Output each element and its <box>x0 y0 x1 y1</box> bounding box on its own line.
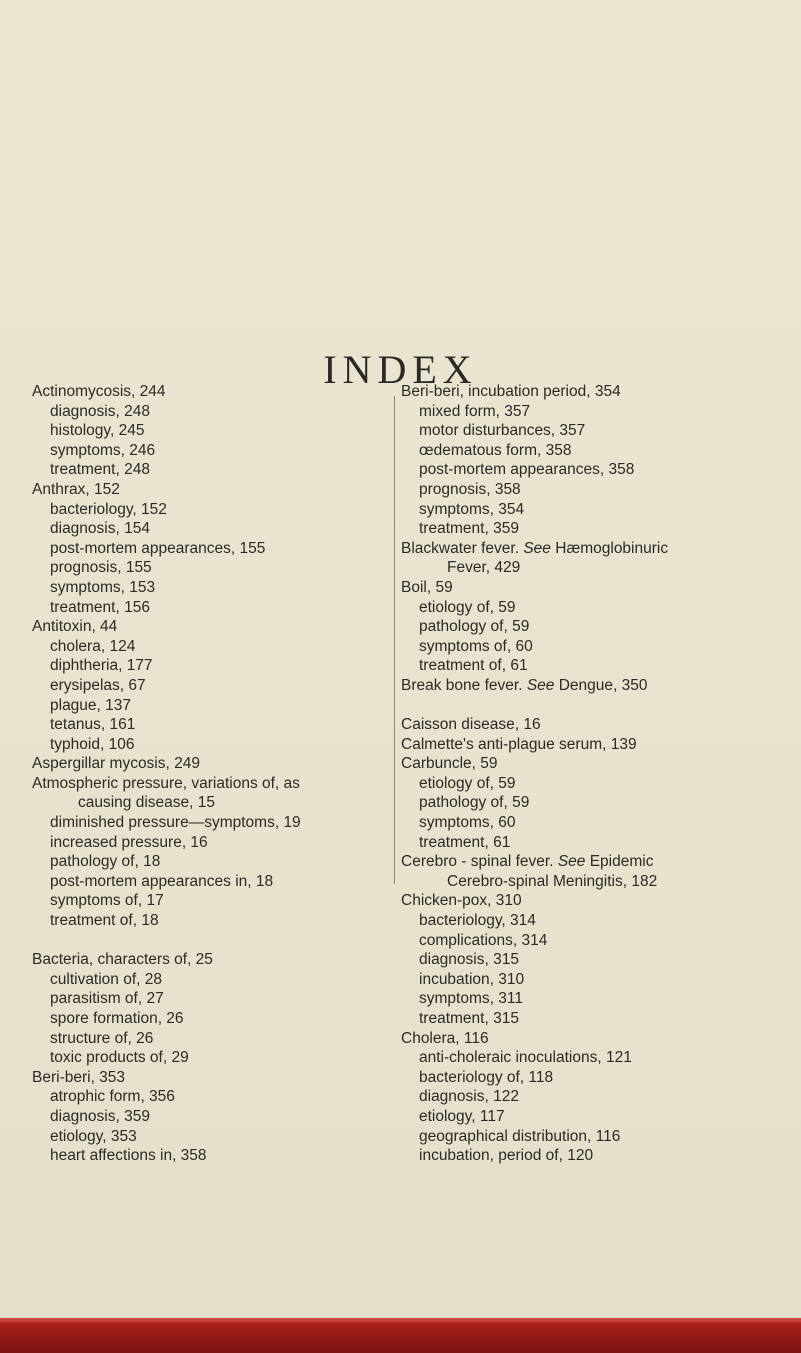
entry-text: diagnosis, 154 <box>50 520 150 538</box>
index-entry <box>32 774 372 794</box>
entry-text: bacteriology, 314 <box>419 912 536 930</box>
index-subentry <box>32 1107 372 1127</box>
entry-text: bacteriology, 152 <box>50 500 167 518</box>
page-title: INDEX <box>323 347 478 392</box>
index-subentry <box>401 441 791 461</box>
entry-text: Beri-beri, 353 <box>32 1068 126 1086</box>
index-entry <box>401 578 791 598</box>
index-column-right <box>401 382 791 1166</box>
entry-text: Caisson disease, 16 <box>401 716 541 734</box>
entry-text: diagnosis, 248 <box>50 402 150 420</box>
index-subentry <box>32 696 372 716</box>
index-subentry <box>32 402 372 422</box>
entry-text: incubation, period of, 120 <box>419 1147 594 1165</box>
index-subentry <box>32 460 372 480</box>
entry-text: treatment of, 61 <box>419 657 528 675</box>
entry-text: geographical distribution, 116 <box>419 1127 621 1145</box>
index-subentry <box>401 833 791 853</box>
index-subentry <box>32 1029 372 1049</box>
index-subentry <box>401 637 791 657</box>
column-divider <box>394 396 395 884</box>
index-entry <box>401 382 791 402</box>
see-reference: See <box>526 676 555 694</box>
index-entry <box>32 1068 372 1088</box>
index-subentry <box>401 558 791 578</box>
index-subentry <box>32 970 372 990</box>
entry-text: toxic products of, 29 <box>50 1049 189 1067</box>
entry-text: symptoms, 311 <box>419 990 523 1008</box>
entry-text: prognosis, 155 <box>50 559 152 577</box>
entry-text: Chicken-pox, 310 <box>401 892 522 910</box>
entry-text: Antitoxin, 44 <box>32 618 118 636</box>
entry-text: symptoms, 354 <box>419 500 525 518</box>
entry-text: pathology of, 18 <box>50 853 161 871</box>
entry-text: increased pressure, 16 <box>50 833 208 851</box>
index-subentry <box>32 1009 372 1029</box>
index-subentry <box>401 617 791 637</box>
index-subentry <box>401 872 791 892</box>
entry-text: spore formation, 26 <box>50 1010 184 1027</box>
index-subentry <box>401 1087 791 1107</box>
index-subentry <box>401 402 791 422</box>
entry-text: prognosis, 358 <box>419 480 521 498</box>
entry-text: parasitism of, 27 <box>50 990 164 1008</box>
index-subentry <box>401 460 791 480</box>
entry-text: anti-choleraic inoculations, 121 <box>419 1049 632 1067</box>
index-subentry <box>401 598 791 618</box>
index-entry <box>401 1029 791 1049</box>
index-subentry <box>32 735 372 755</box>
index-subentry <box>401 500 791 520</box>
entry-text: treatment, 61 <box>419 833 511 851</box>
index-entry <box>401 735 791 755</box>
index-entry <box>401 852 791 872</box>
see-target: Dengue, 350 <box>554 676 648 694</box>
index-subentry <box>32 1146 372 1166</box>
index-subentry <box>32 421 372 441</box>
index-subentry <box>401 1009 791 1029</box>
index-subentry <box>32 833 372 853</box>
index-subentry <box>32 598 372 618</box>
see-target: Epidemic <box>585 853 654 871</box>
entry-text: typhoid, 106 <box>50 735 135 753</box>
entry-text: Bacteria, characters of, 25 <box>32 951 213 969</box>
entry-text: diphtheria, 177 <box>50 657 153 675</box>
entry-text: etiology, 353 <box>50 1127 137 1145</box>
entry-text: plague, 137 <box>50 696 132 714</box>
index-subentry <box>32 578 372 598</box>
index-subentry <box>401 421 791 441</box>
index-subentry <box>32 1127 372 1147</box>
index-subentry <box>32 539 372 559</box>
entry-text: treatment of, 18 <box>50 912 159 930</box>
index-subentry <box>32 558 372 578</box>
entry-text: Cholera, 116 <box>401 1029 489 1047</box>
entry-text: symptoms, 246 <box>50 441 156 459</box>
index-subentry <box>401 970 791 990</box>
index-entry <box>401 754 791 774</box>
entry-text: incubation, 310 <box>419 970 525 988</box>
index-entry <box>401 715 791 735</box>
entry-text: Cerebro - spinal fever. <box>401 853 554 871</box>
entry-text: cholera, 124 <box>50 637 136 655</box>
index-subentry <box>401 989 791 1009</box>
index-subentry <box>32 989 372 1009</box>
index-subentry <box>401 480 791 500</box>
index-subentry <box>32 441 372 461</box>
index-subentry <box>401 793 791 813</box>
entry-text: treatment, 315 <box>419 1010 519 1027</box>
entry-text: structure of, 26 <box>50 1029 154 1047</box>
entry-text: diagnosis, 315 <box>419 951 519 969</box>
entry-text: diminished pressure—symptoms, 19 <box>50 814 301 832</box>
entry-text: etiology of, 59 <box>419 598 516 616</box>
entry-text: treatment, 248 <box>50 461 150 479</box>
index-subentry <box>401 950 791 970</box>
entry-text: Cerebro-spinal Meningitis, 182 <box>447 872 658 890</box>
entry-text: œdematous form, 358 <box>419 441 572 459</box>
entry-text: Beri-beri, incubation period, 354 <box>401 383 621 400</box>
entry-text: cultivation of, 28 <box>50 970 163 988</box>
index-subentry <box>32 1087 372 1107</box>
entry-text: post-mortem appearances, 358 <box>419 461 635 479</box>
index-subentry <box>32 676 372 696</box>
index-subentry <box>32 500 372 520</box>
index-subentry <box>32 1048 372 1068</box>
see-reference: See <box>557 853 586 871</box>
entry-text: etiology, 117 <box>419 1107 505 1125</box>
entry-text: Anthrax, 152 <box>32 480 120 498</box>
index-entry <box>32 480 372 500</box>
page-bottom-edge <box>0 1318 801 1353</box>
index-subentry <box>32 813 372 833</box>
index-subentry <box>401 1048 791 1068</box>
entry-text: complications, 314 <box>419 931 548 949</box>
index-subentry <box>401 774 791 794</box>
entry-text: post-mortem appearances, 155 <box>50 539 266 557</box>
entry-text: symptoms of, 60 <box>419 637 533 655</box>
index-subentry <box>401 1068 791 1088</box>
index-entry <box>32 950 372 970</box>
entry-text: motor disturbances, 357 <box>419 422 586 440</box>
entry-text: Atmospheric pressure, variations of, as <box>32 774 300 792</box>
index-entry <box>401 676 791 696</box>
index-subentry <box>32 793 372 813</box>
entry-text: mixed form, 357 <box>419 402 531 420</box>
entry-text: Fever, 429 <box>447 559 521 577</box>
index-entry <box>32 617 372 637</box>
index-entry <box>32 754 372 774</box>
entry-text: Aspergillar mycosis, 249 <box>32 755 200 773</box>
index-subentry <box>401 931 791 951</box>
entry-text: causing disease, 15 <box>78 794 216 812</box>
entry-text: treatment, 359 <box>419 520 519 538</box>
index-subentry <box>401 1127 791 1147</box>
index-subentry <box>32 911 372 931</box>
entry-text: Blackwater fever. <box>401 539 520 557</box>
index-subentry <box>32 872 372 892</box>
entry-text: Carbuncle, 59 <box>401 755 498 773</box>
entry-text: pathology of, 59 <box>419 794 530 812</box>
index-subentry <box>32 656 372 676</box>
index-subentry <box>32 715 372 735</box>
index-entry <box>401 891 791 911</box>
entry-text: tetanus, 161 <box>50 716 136 734</box>
entry-text: heart affections in, 358 <box>50 1147 207 1165</box>
see-target: Hæmoglobinuric <box>550 539 669 557</box>
entry-text: bacteriology of, 118 <box>419 1068 554 1086</box>
see-reference: See <box>523 539 551 557</box>
entry-text: Boil, 59 <box>401 578 453 596</box>
index-subentry <box>401 911 791 931</box>
index-subentry <box>401 656 791 676</box>
index-subentry <box>401 1146 791 1166</box>
index-subentry <box>32 852 372 872</box>
entry-text: symptoms, 153 <box>50 578 156 596</box>
index-entry <box>401 539 791 559</box>
index-subentry <box>401 1107 791 1127</box>
entry-text: treatment, 156 <box>50 598 150 616</box>
entry-text: symptoms, 60 <box>419 814 516 832</box>
entry-text: diagnosis, 122 <box>419 1088 519 1106</box>
index-column-left <box>32 382 372 1166</box>
index-subentry <box>401 519 791 539</box>
entry-text: diagnosis, 359 <box>50 1107 150 1125</box>
entry-text: histology, 245 <box>50 422 145 440</box>
entry-text: Actinomycosis, 244 <box>32 383 166 400</box>
entry-text: etiology of, 59 <box>419 774 516 792</box>
entry-text: pathology of, 59 <box>419 618 530 636</box>
entry-text: post-mortem appearances in, 18 <box>50 872 274 890</box>
index-subentry <box>32 519 372 539</box>
entry-text: Calmette's anti-plague serum, 139 <box>401 735 637 753</box>
index-entry <box>32 382 372 402</box>
entry-text: atrophic form, 356 <box>50 1088 175 1106</box>
entry-text: symptoms of, 17 <box>50 892 164 910</box>
entry-text: erysipelas, 67 <box>50 676 146 694</box>
index-subentry <box>401 813 791 833</box>
entry-text: Break bone fever. <box>401 676 523 694</box>
index-subentry <box>32 637 372 657</box>
index-subentry <box>32 891 372 911</box>
